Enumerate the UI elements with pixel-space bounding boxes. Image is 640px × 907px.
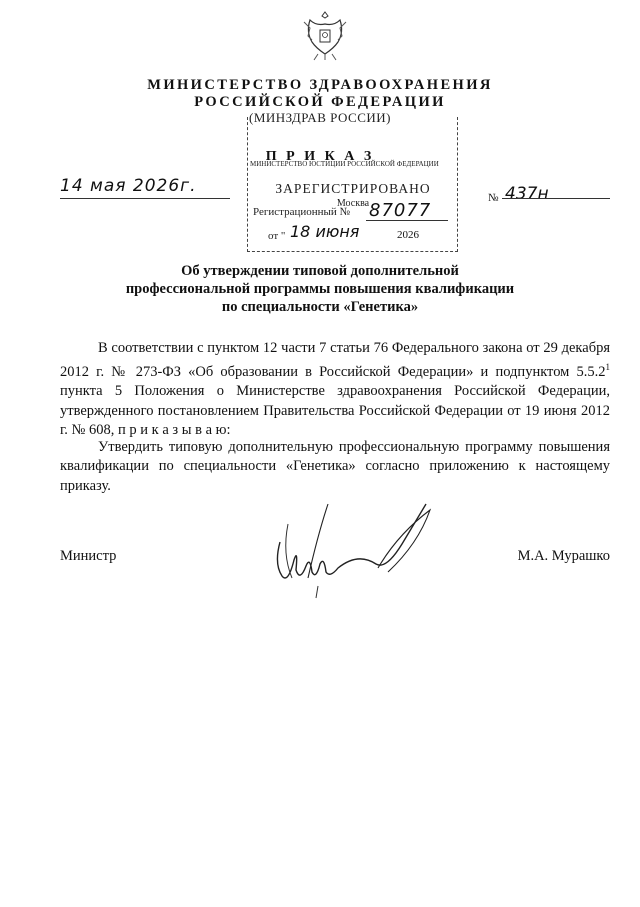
stamp-date-year: 2026	[397, 229, 419, 241]
order-number-underline	[502, 198, 610, 199]
coat-of-arms-icon	[302, 8, 348, 62]
order-title	[0, 262, 640, 316]
handwritten-signature	[258, 494, 448, 604]
body-paragraph-1	[60, 339, 610, 440]
ministry-name-line1: МИНИСТЕРСТВО ЗДРАВООХРАНЕНИЯ	[147, 77, 493, 93]
body-p1-part2: пункта 5 Положения о Министерстве здравоохранения Российской Федерации, утвержденного постановлением Правительства Российской Федерации от 19 июня 2012 г. № 608, п р и к а з ы в а ю:	[60, 383, 610, 439]
signatory-position: Министр	[60, 548, 117, 564]
stamp-reg-number-underline	[366, 220, 448, 221]
order-number-label: №	[488, 192, 499, 204]
signatory-name: М.А. Мурашко	[517, 548, 610, 564]
ministry-abbreviation: (МИНЗДРАВ РОССИИ)	[248, 110, 391, 125]
order-date: 14 мая 2026г.	[60, 176, 197, 196]
order-title-line1: Об утверждении типовой дополнительной	[181, 263, 459, 279]
stamp-reg-number: 87077	[369, 200, 432, 221]
stamp-city: Москва	[336, 198, 370, 209]
stamp-organization: МИНИСТЕРСТВО ЮСТИЦИИ РОССИЙСКОЙ ФЕДЕРАЦИИ	[250, 160, 439, 168]
order-number: 437н	[505, 184, 549, 204]
order-title-line3: по специальности «Генетика»	[221, 299, 419, 315]
order-title-line2: профессиональной программы повышения квалификации	[125, 281, 515, 297]
body-p1-superscript: 1	[605, 362, 610, 373]
document-type: П Р И К А З	[265, 149, 375, 164]
stamp-date-value: 18 июня	[290, 222, 360, 241]
order-date-underline	[60, 198, 230, 199]
stamp-registered-title: ЗАРЕГИСТРИРОВАНО	[275, 181, 431, 196]
stamp-date-prefix: от "	[268, 230, 286, 242]
body-paragraph-2: Утвердить типовую дополнительную профессиональную программу повышения квалификации по специальности «Генетика» согласно приложению к настоящему приказу.	[60, 439, 610, 494]
body-p1-part1: В соответствии с пунктом 12 части 7 статьи 76 Федерального закона от 29 декабря 2012 г. № 273-ФЗ «Об образовании в Российской Федерации» и подпунктом 5.5.2	[60, 340, 610, 381]
ministry-name-line2: РОССИЙСКОЙ ФЕДЕРАЦИИ	[194, 94, 446, 110]
stamp-reg-number-label: Регистрационный №	[253, 206, 351, 218]
